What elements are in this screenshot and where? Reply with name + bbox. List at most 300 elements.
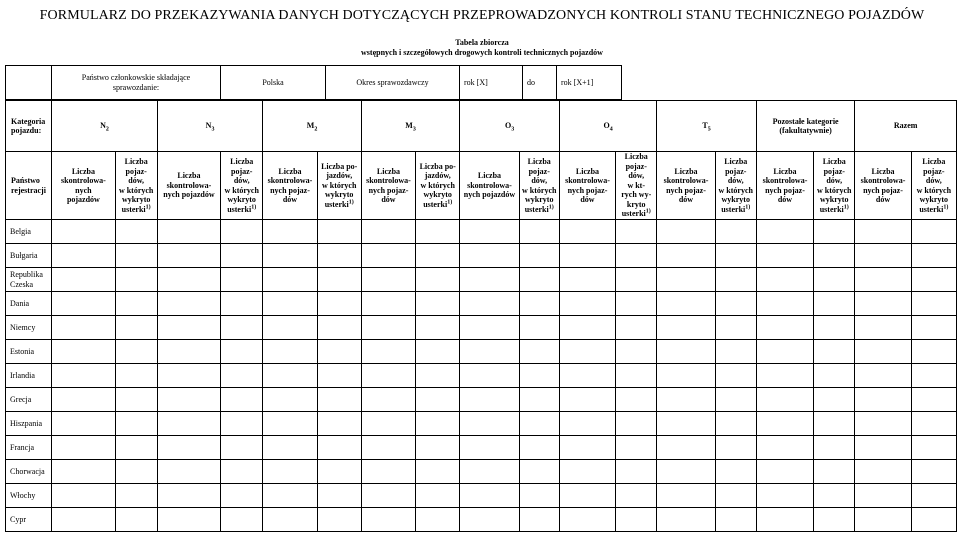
inspected-count-header: Liczba skontrolowa- nych pojazdów: [157, 152, 220, 220]
data-entry-cell[interactable]: [263, 316, 317, 340]
data-entry-cell[interactable]: [756, 364, 813, 388]
data-entry-cell[interactable]: [460, 388, 519, 412]
data-entry-cell[interactable]: [317, 508, 361, 532]
data-entry-cell[interactable]: [559, 508, 615, 532]
data-entry-cell[interactable]: [115, 508, 157, 532]
data-entry-cell[interactable]: [157, 220, 220, 244]
country-name: Włochy: [6, 484, 52, 508]
footnote-mark: 1): [145, 203, 151, 210]
data-entry-cell[interactable]: [657, 412, 715, 436]
footnote-mark: 1): [548, 203, 554, 210]
data-entry-cell[interactable]: [855, 484, 911, 508]
data-entry-cell[interactable]: [221, 340, 263, 364]
data-entry-cell[interactable]: [263, 244, 317, 268]
data-entry-cell[interactable]: [221, 268, 263, 292]
data-entry-cell[interactable]: [157, 508, 220, 532]
data-entry-cell[interactable]: [756, 220, 813, 244]
category-header: $M_3$: [361, 101, 460, 152]
data-entry-cell[interactable]: [911, 508, 956, 532]
data-entry-cell[interactable]: [519, 508, 559, 532]
category-header: $T_5$: [657, 101, 757, 152]
data-entry-cell[interactable]: [317, 292, 361, 316]
data-entry-cell[interactable]: [911, 460, 956, 484]
country-name: Belgia: [6, 220, 52, 244]
data-entry-cell[interactable]: [157, 244, 220, 268]
data-entry-cell[interactable]: [115, 436, 157, 460]
data-entry-cell[interactable]: [263, 436, 317, 460]
inspected-count-header: Liczba skontrolowa- nych pojaz- dów: [361, 152, 415, 220]
data-entry-cell[interactable]: [52, 220, 115, 244]
table-row: [6, 340, 957, 364]
data-entry-cell[interactable]: [361, 244, 415, 268]
data-entry-cell[interactable]: [855, 316, 911, 340]
data-entry-cell[interactable]: [616, 484, 657, 508]
data-entry-cell[interactable]: [911, 364, 956, 388]
data-entry-cell[interactable]: [416, 244, 460, 268]
data-entry-cell[interactable]: [559, 364, 615, 388]
data-entry-cell[interactable]: [52, 244, 115, 268]
data-entry-cell[interactable]: [221, 412, 263, 436]
inspected-count-header: Liczba skontrolowa- nych pojaz- dów: [263, 152, 317, 220]
data-entry-cell[interactable]: [460, 244, 519, 268]
data-entry-cell[interactable]: [416, 412, 460, 436]
table-row: [6, 484, 957, 508]
footnote-mark: 1): [447, 199, 453, 206]
data-entry-cell[interactable]: [361, 436, 415, 460]
data-entry-cell[interactable]: [814, 220, 855, 244]
data-entry-cell[interactable]: [616, 244, 657, 268]
data-entry-cell[interactable]: [263, 268, 317, 292]
vehicle-category-label: Kategoria pojazdu:: [6, 101, 52, 152]
data-entry-cell[interactable]: [221, 388, 263, 412]
data-entry-cell[interactable]: [911, 316, 956, 340]
data-entry-cell[interactable]: [657, 364, 715, 388]
data-entry-cell[interactable]: [52, 268, 115, 292]
data-entry-cell[interactable]: [460, 316, 519, 340]
data-entry-cell[interactable]: [616, 436, 657, 460]
data-entry-cell[interactable]: [416, 460, 460, 484]
data-entry-cell[interactable]: [52, 508, 115, 532]
data-entry-cell[interactable]: [559, 340, 615, 364]
data-entry-cell[interactable]: [519, 220, 559, 244]
data-entry-cell[interactable]: [715, 292, 756, 316]
inspection-summary-table: [5, 100, 957, 532]
data-entry-cell[interactable]: [756, 508, 813, 532]
data-entry-cell[interactable]: [519, 340, 559, 364]
data-entry-cell[interactable]: [911, 388, 956, 412]
table-row: [6, 460, 957, 484]
country-name: Chorwacja: [6, 460, 52, 484]
data-entry-cell[interactable]: [855, 220, 911, 244]
table-row: [6, 316, 957, 340]
footnote-mark: 1): [943, 203, 949, 210]
data-entry-cell[interactable]: [756, 436, 813, 460]
data-entry-cell[interactable]: [715, 340, 756, 364]
data-entry-cell[interactable]: [157, 268, 220, 292]
category-header: $M_2$: [263, 101, 362, 152]
data-entry-cell[interactable]: [52, 340, 115, 364]
data-entry-cell[interactable]: [115, 484, 157, 508]
data-entry-cell[interactable]: [416, 268, 460, 292]
country-name: Estonia: [6, 340, 52, 364]
data-entry-cell[interactable]: [814, 340, 855, 364]
data-entry-cell[interactable]: [756, 292, 813, 316]
data-entry-cell[interactable]: [559, 220, 615, 244]
data-entry-cell[interactable]: [361, 220, 415, 244]
data-entry-cell[interactable]: [361, 316, 415, 340]
data-entry-cell[interactable]: [519, 436, 559, 460]
data-entry-cell[interactable]: [756, 268, 813, 292]
data-entry-cell[interactable]: [616, 508, 657, 532]
data-entry-cell[interactable]: [519, 460, 559, 484]
data-entry-cell[interactable]: [715, 244, 756, 268]
data-entry-cell[interactable]: [115, 268, 157, 292]
data-entry-cell[interactable]: [460, 508, 519, 532]
data-entry-cell[interactable]: [657, 508, 715, 532]
subtitle-line-2: wstępnych i szczegółowych drogowych kontroli technicznych pojazdów: [361, 48, 603, 57]
footnote-mark: 1): [251, 203, 257, 210]
data-entry-cell[interactable]: [657, 484, 715, 508]
defects-count-header: Liczba pojaz- dów, w których wykryto usterki$^{1)}$: [221, 152, 263, 220]
data-entry-cell[interactable]: [519, 292, 559, 316]
data-entry-cell[interactable]: [263, 220, 317, 244]
table-row: [6, 436, 957, 460]
data-entry-cell[interactable]: [616, 364, 657, 388]
data-entry-cell[interactable]: [317, 460, 361, 484]
member-state-value[interactable]: Polska: [221, 66, 326, 100]
data-entry-cell[interactable]: [715, 364, 756, 388]
footnote-mark: 1): [745, 203, 751, 210]
form-title: FORMULARZ DO PRZEKAZYWANIA DANYCH DOTYCZĄCYCH PRZEPROWADZONYCH KONTROLI STANU TECHNICZNEGO POJAZDÓW: [39, 8, 925, 23]
data-entry-cell[interactable]: [519, 364, 559, 388]
data-entry-cell[interactable]: [263, 412, 317, 436]
data-entry-cell[interactable]: [855, 412, 911, 436]
data-entry-cell[interactable]: [559, 316, 615, 340]
data-entry-cell[interactable]: [559, 388, 615, 412]
table-row: [6, 508, 957, 532]
data-entry-cell[interactable]: [361, 412, 415, 436]
data-entry-cell[interactable]: [559, 268, 615, 292]
data-entry-cell[interactable]: [221, 244, 263, 268]
data-entry-cell[interactable]: [416, 388, 460, 412]
table-row: [6, 388, 957, 412]
data-entry-cell[interactable]: [221, 508, 263, 532]
data-entry-cell[interactable]: [460, 220, 519, 244]
data-entry-cell[interactable]: [814, 244, 855, 268]
data-entry-cell[interactable]: [115, 316, 157, 340]
data-entry-cell[interactable]: [317, 436, 361, 460]
data-entry-cell[interactable]: [317, 388, 361, 412]
data-entry-cell[interactable]: [52, 460, 115, 484]
data-entry-cell[interactable]: [416, 508, 460, 532]
data-entry-cell[interactable]: [814, 364, 855, 388]
country-name: Dania: [6, 292, 52, 316]
data-entry-cell[interactable]: [814, 316, 855, 340]
data-entry-cell[interactable]: [559, 412, 615, 436]
data-entry-cell[interactable]: [715, 508, 756, 532]
data-entry-cell[interactable]: [361, 484, 415, 508]
data-entry-cell[interactable]: [416, 364, 460, 388]
data-entry-cell[interactable]: [756, 316, 813, 340]
data-entry-cell[interactable]: [157, 388, 220, 412]
data-entry-cell[interactable]: [115, 340, 157, 364]
data-entry-cell[interactable]: [317, 220, 361, 244]
data-entry-cell[interactable]: [814, 412, 855, 436]
data-entry-cell[interactable]: [911, 292, 956, 316]
data-entry-cell[interactable]: [911, 484, 956, 508]
country-name: Bułgaria: [6, 244, 52, 268]
country-name: Republika Czeska: [6, 268, 52, 292]
data-entry-cell[interactable]: [814, 484, 855, 508]
data-entry-cell[interactable]: [52, 484, 115, 508]
data-entry-cell[interactable]: [460, 484, 519, 508]
data-entry-cell[interactable]: [855, 460, 911, 484]
data-entry-cell[interactable]: [460, 412, 519, 436]
data-entry-cell[interactable]: [855, 244, 911, 268]
category-header: $N_2$: [52, 101, 158, 152]
data-entry-cell[interactable]: [317, 316, 361, 340]
data-entry-cell[interactable]: [361, 388, 415, 412]
data-entry-cell[interactable]: [559, 292, 615, 316]
data-entry-cell[interactable]: [911, 268, 956, 292]
data-entry-cell[interactable]: [855, 388, 911, 412]
data-entry-cell[interactable]: [361, 268, 415, 292]
defects-count-header: Liczba po- jazdów, w których wykryto usterki$^{1)}$: [416, 152, 460, 220]
data-entry-cell[interactable]: [814, 268, 855, 292]
defects-count-header: Liczba pojaz- dów, w których wykryto usterki$^{1)}$: [519, 152, 559, 220]
data-entry-cell[interactable]: [317, 340, 361, 364]
data-entry-cell[interactable]: [657, 340, 715, 364]
data-entry-cell[interactable]: [559, 484, 615, 508]
data-entry-cell[interactable]: [416, 340, 460, 364]
data-entry-cell[interactable]: [814, 436, 855, 460]
data-entry-cell[interactable]: [361, 340, 415, 364]
data-entry-cell[interactable]: [715, 484, 756, 508]
table-row: [6, 220, 957, 244]
data-entry-cell[interactable]: [361, 364, 415, 388]
category-header: Razem: [855, 101, 957, 152]
data-entry-cell[interactable]: [715, 220, 756, 244]
data-entry-cell[interactable]: [616, 316, 657, 340]
data-entry-cell[interactable]: [460, 292, 519, 316]
category-header: Pozostałe kategorie (fakultatywnie): [756, 101, 855, 152]
data-entry-cell[interactable]: [559, 244, 615, 268]
data-entry-cell[interactable]: [559, 460, 615, 484]
data-entry-cell[interactable]: [519, 268, 559, 292]
data-entry-cell[interactable]: [715, 388, 756, 412]
data-entry-cell[interactable]: [616, 268, 657, 292]
data-entry-cell[interactable]: [911, 340, 956, 364]
data-entry-cell[interactable]: [416, 484, 460, 508]
data-entry-cell[interactable]: [317, 484, 361, 508]
data-entry-cell[interactable]: [519, 484, 559, 508]
data-entry-cell[interactable]: [263, 484, 317, 508]
data-entry-cell[interactable]: [263, 340, 317, 364]
data-entry-cell[interactable]: [157, 484, 220, 508]
data-entry-cell[interactable]: [263, 388, 317, 412]
defects-count-header: Liczba pojaz- dów, w kt- rych wy- kryto usterki$^{1)}$: [616, 152, 657, 220]
data-entry-cell[interactable]: [115, 364, 157, 388]
country-name: Irlandia: [6, 364, 52, 388]
data-entry-cell[interactable]: [221, 316, 263, 340]
data-entry-cell[interactable]: [157, 412, 220, 436]
data-entry-cell[interactable]: [855, 436, 911, 460]
data-entry-cell[interactable]: [756, 244, 813, 268]
data-entry-cell[interactable]: [52, 388, 115, 412]
data-entry-cell[interactable]: [52, 412, 115, 436]
table-row: [6, 268, 957, 292]
country-name: Francja: [6, 436, 52, 460]
data-entry-cell[interactable]: [657, 268, 715, 292]
data-entry-cell[interactable]: [814, 388, 855, 412]
data-entry-cell[interactable]: [855, 268, 911, 292]
member-state-table: [5, 65, 622, 100]
country-name: Hiszpania: [6, 412, 52, 436]
data-entry-cell[interactable]: [756, 460, 813, 484]
data-entry-cell[interactable]: [52, 316, 115, 340]
data-entry-cell[interactable]: [855, 364, 911, 388]
data-entry-cell[interactable]: [519, 388, 559, 412]
data-entry-cell[interactable]: [221, 220, 263, 244]
inspected-count-header: Liczba skontrolowa- nych pojazdów: [52, 152, 115, 220]
country-name: Niemcy: [6, 316, 52, 340]
data-entry-cell[interactable]: [657, 244, 715, 268]
country-name: Cypr: [6, 508, 52, 532]
data-entry-cell[interactable]: [317, 412, 361, 436]
data-entry-cell[interactable]: [756, 484, 813, 508]
data-entry-cell[interactable]: [657, 292, 715, 316]
data-entry-cell[interactable]: [157, 436, 220, 460]
data-entry-cell[interactable]: [715, 268, 756, 292]
footnote-mark: 1): [843, 203, 849, 210]
data-entry-cell[interactable]: [317, 244, 361, 268]
data-entry-cell[interactable]: [263, 508, 317, 532]
data-entry-cell[interactable]: [361, 292, 415, 316]
data-entry-cell[interactable]: [657, 460, 715, 484]
data-entry-cell[interactable]: [460, 364, 519, 388]
category-header: $O_4$: [559, 101, 657, 152]
data-entry-cell[interactable]: [519, 244, 559, 268]
data-entry-cell[interactable]: [361, 508, 415, 532]
data-entry-cell[interactable]: [416, 220, 460, 244]
data-entry-cell[interactable]: [911, 436, 956, 460]
data-entry-cell[interactable]: [559, 436, 615, 460]
data-entry-cell[interactable]: [519, 316, 559, 340]
period-from-value[interactable]: rok [X]: [460, 66, 523, 100]
data-entry-cell[interactable]: [616, 220, 657, 244]
data-entry-cell[interactable]: [221, 292, 263, 316]
data-entry-cell[interactable]: [911, 220, 956, 244]
data-entry-cell[interactable]: [460, 340, 519, 364]
data-entry-cell[interactable]: [263, 364, 317, 388]
data-entry-cell[interactable]: [657, 316, 715, 340]
data-entry-cell[interactable]: [616, 460, 657, 484]
table-row: [6, 412, 957, 436]
data-entry-cell[interactable]: [814, 460, 855, 484]
data-entry-cell[interactable]: [157, 316, 220, 340]
data-entry-cell[interactable]: [157, 292, 220, 316]
defects-count-header: Liczba pojaz- dów, w których wykryto usterki$^{1)}$: [911, 152, 956, 220]
data-entry-cell[interactable]: [221, 436, 263, 460]
data-entry-cell[interactable]: [115, 292, 157, 316]
table-subtitle: [0, 38, 964, 58]
table-row: [6, 244, 957, 268]
registration-country-label: Państwo rejestracji: [6, 152, 52, 220]
data-entry-cell[interactable]: [317, 364, 361, 388]
data-entry-cell[interactable]: [416, 436, 460, 460]
data-entry-cell[interactable]: [715, 412, 756, 436]
country-name: Grecja: [6, 388, 52, 412]
inspected-count-header: Liczba skontrolowa- nych pojazdów: [460, 152, 519, 220]
data-entry-cell[interactable]: [814, 292, 855, 316]
data-entry-cell[interactable]: [715, 460, 756, 484]
data-entry-cell[interactable]: [52, 292, 115, 316]
data-entry-cell[interactable]: [115, 388, 157, 412]
data-entry-cell[interactable]: [157, 364, 220, 388]
data-entry-cell[interactable]: [855, 292, 911, 316]
reporting-period-label: Okres sprawozdawczy: [326, 66, 460, 100]
period-to-value[interactable]: rok [X+1]: [557, 66, 622, 100]
category-header: $N_3$: [157, 101, 263, 152]
data-entry-cell[interactable]: [616, 388, 657, 412]
data-entry-cell[interactable]: [460, 460, 519, 484]
data-entry-cell[interactable]: [657, 388, 715, 412]
data-entry-cell[interactable]: [115, 412, 157, 436]
data-entry-cell[interactable]: [657, 436, 715, 460]
data-entry-cell[interactable]: [756, 340, 813, 364]
data-entry-cell[interactable]: [715, 436, 756, 460]
data-entry-cell[interactable]: [157, 340, 220, 364]
defects-count-header: Liczba po- jazdów, w których wykryto usterki$^{1)}$: [317, 152, 361, 220]
footnote-mark: 1): [348, 199, 354, 206]
data-entry-cell[interactable]: [361, 460, 415, 484]
data-entry-cell[interactable]: [115, 460, 157, 484]
data-entry-cell[interactable]: [911, 244, 956, 268]
data-entry-cell[interactable]: [263, 460, 317, 484]
data-entry-cell[interactable]: [52, 436, 115, 460]
data-entry-cell[interactable]: [616, 292, 657, 316]
data-entry-cell[interactable]: [460, 268, 519, 292]
blank-cell: [6, 66, 52, 100]
data-entry-cell[interactable]: [756, 388, 813, 412]
data-entry-cell[interactable]: [221, 460, 263, 484]
data-entry-cell[interactable]: [221, 484, 263, 508]
data-entry-cell[interactable]: [616, 412, 657, 436]
data-entry-cell[interactable]: [416, 292, 460, 316]
data-entry-cell[interactable]: [911, 412, 956, 436]
data-entry-cell[interactable]: [756, 412, 813, 436]
data-entry-cell[interactable]: [855, 340, 911, 364]
data-entry-cell[interactable]: [157, 460, 220, 484]
data-entry-cell[interactable]: [657, 220, 715, 244]
data-entry-cell[interactable]: [814, 508, 855, 532]
data-entry-cell[interactable]: [221, 364, 263, 388]
data-entry-cell[interactable]: [52, 364, 115, 388]
data-entry-cell[interactable]: [416, 316, 460, 340]
data-entry-cell[interactable]: [115, 220, 157, 244]
data-entry-cell[interactable]: [616, 340, 657, 364]
data-entry-cell[interactable]: [115, 244, 157, 268]
data-entry-cell[interactable]: [263, 292, 317, 316]
defects-count-header: Liczba pojaz- dów, w których wykryto usterki$^{1)}$: [814, 152, 855, 220]
category-header: $O_3$: [460, 101, 560, 152]
data-entry-cell[interactable]: [519, 412, 559, 436]
data-entry-cell[interactable]: [715, 316, 756, 340]
data-entry-cell[interactable]: [855, 508, 911, 532]
data-entry-cell[interactable]: [317, 268, 361, 292]
data-entry-cell[interactable]: [460, 436, 519, 460]
defects-count-header: Liczba pojaz- dów, w których wykryto usterki$^{1)}$: [115, 152, 157, 220]
